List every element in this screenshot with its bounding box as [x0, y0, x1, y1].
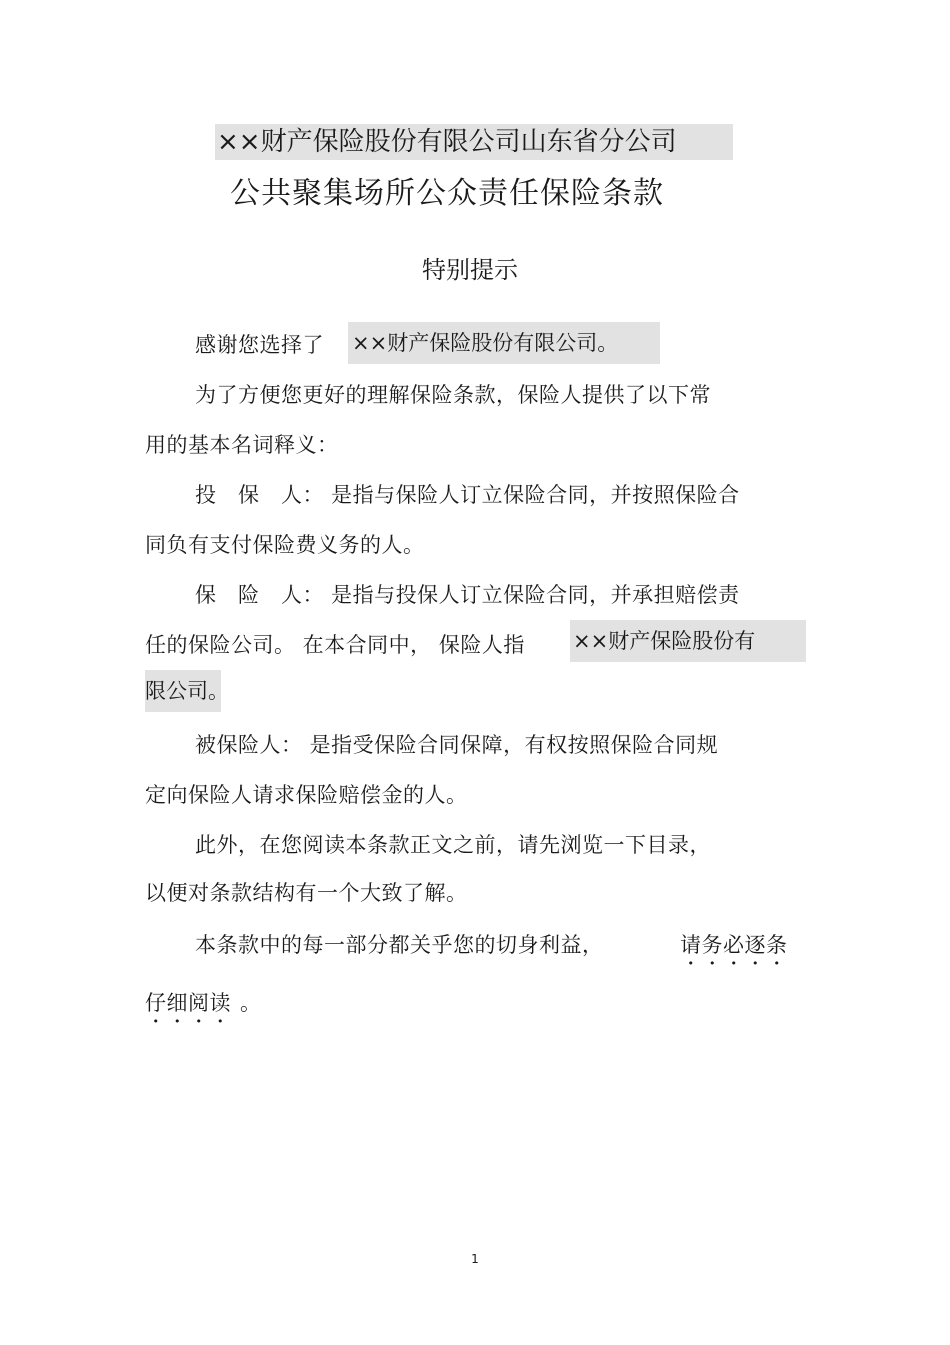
page-number: 1	[471, 1252, 479, 1266]
read-carefully-line-1: 本条款中的每一部分都关乎您的切身利益，	[195, 933, 604, 957]
insurer-company-highlight: ××财产保险股份有	[570, 620, 806, 662]
insured-definition-line-1: 被保险人： 是指受保险合同保障，有权按照保险合同规	[195, 733, 719, 757]
insured-definition-line-2: 定向保险人请求保险赔偿金的人。	[145, 783, 468, 807]
toc-note-line-1: 此外，在您阅读本条款正文之前，请先浏览一下目录，	[195, 833, 711, 857]
thanks-company-highlight: ××财产保险股份有限公司。	[348, 322, 660, 364]
read-carefully-emphasis-1: 请务必逐条	[680, 933, 788, 957]
special-notice-title: 特别提示	[422, 256, 518, 284]
toc-note-line-2: 以便对条款结构有一个大致了解。	[145, 881, 468, 905]
clause-title: 公共聚集场所公众责任保险条款	[230, 176, 664, 211]
applicant-definition-line-1: 投 保 人： 是指与保险人订立保险合同，并按照保险合	[195, 483, 740, 507]
company-title: ××财产保险股份有限公司山东省分公司	[215, 124, 733, 160]
insurer-company-highlight-continued: 限公司。	[145, 670, 221, 712]
applicant-definition-line-2: 同负有支付保险费义务的人。	[145, 533, 425, 557]
intro-line-2: 用的基本名词释义：	[145, 433, 339, 457]
read-carefully-end-mark: 。	[240, 991, 262, 1015]
intro-line-1: 为了方便您更好的理解保险条款，保险人提供了以下常	[195, 383, 711, 407]
insurer-definition-line-2: 任的保险公司。 在本合同中， 保险人指	[145, 633, 525, 657]
thanks-prefix: 感谢您选择了	[195, 333, 324, 357]
insurer-definition-line-1: 保 险 人： 是指与投保人订立保险合同，并承担赔偿责	[195, 583, 740, 607]
read-carefully-emphasis-2: 仔细阅读	[145, 991, 231, 1015]
